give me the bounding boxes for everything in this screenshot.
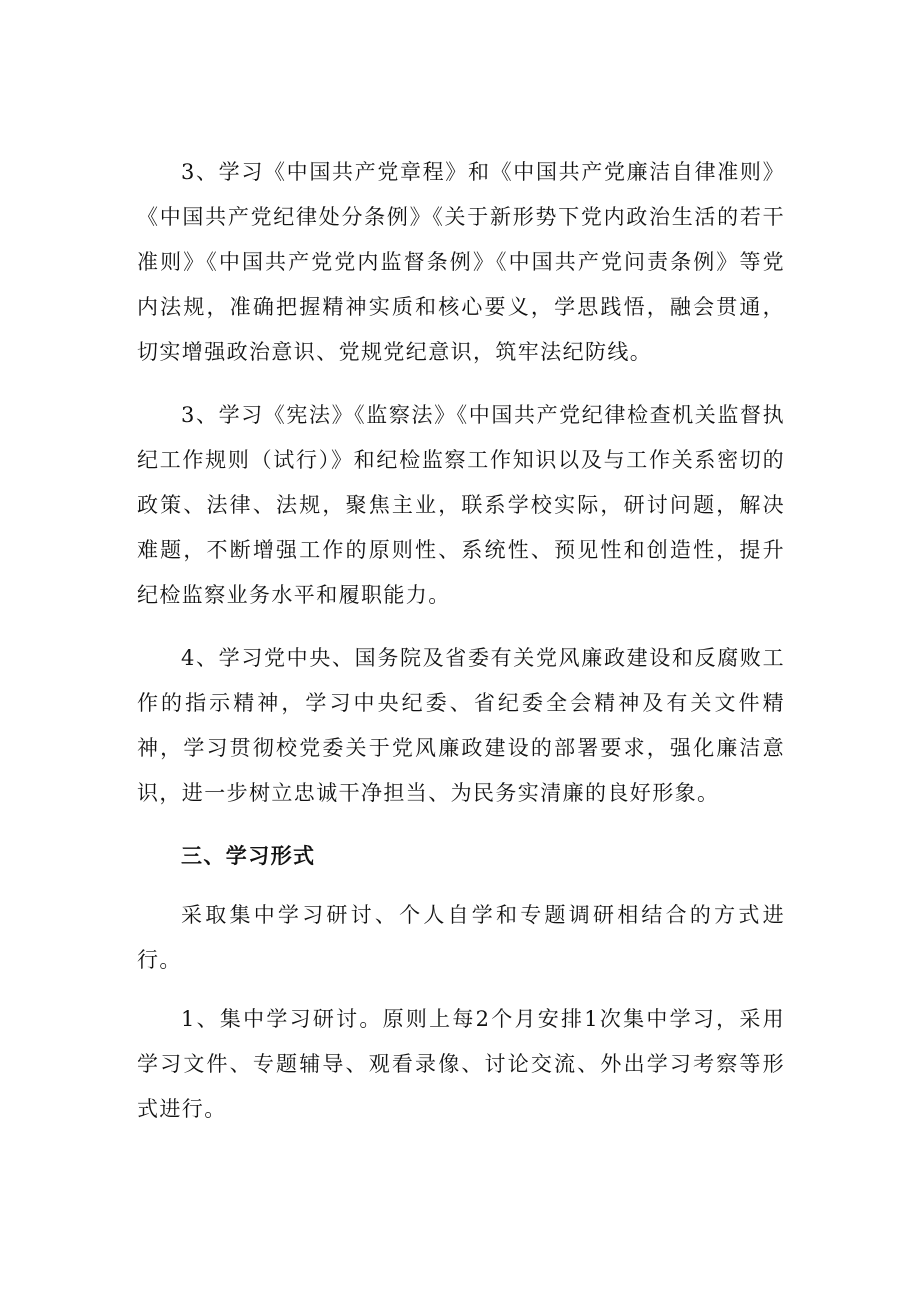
- paragraph-centralized-study: 1、集中学习研讨。原则上每2个月安排1次集中学习，采用学习文件、专题辅导、观看录像、讨论交流、外出学习考察等形式进行。: [137, 1007, 785, 1121]
- paragraph-study-constitution-supervision: 3、学习《宪法》《监察法》《中国共产党纪律检查机关监督执纪工作规则（试行）》和纪检监察工作知识以及与工作关系密切的政策、法律、法规，聚焦主业，联系学校实际，研讨问题，解决难题，不断增强工作的原则性、系统性、预见性和创造性，提升纪检监察业务水平和履职能力。: [137, 403, 785, 607]
- paragraph-study-central-instructions: 4、学习党中央、国务院及省委有关党风廉政建设和反腐败工作的指示精神，学习中央纪委、省纪委全会精神及有关文件精神，学习贯彻校党委关于党风廉政建设的部署要求，强化廉洁意识，进一步树立忠诚干净担当、为民务实清廉的良好形象。: [137, 646, 785, 805]
- paragraph-study-party-regulations: 3、学习《中国共产党章程》和《中国共产党廉洁自律准则》《中国共产党纪律处分条例》《关于新形势下党内政治生活的若干准则》《中国共产党党内监督条例》《中国共产党问责条例》等党内法规，准确把握精神实质和核心要义，学思践悟，融会贯通，切实增强政治意识、党规党纪意识，筑牢法纪防线。: [137, 160, 785, 364]
- section-heading-study-format: 三、学习形式: [181, 844, 316, 868]
- document-body: [137, 150, 785, 1150]
- paragraph-study-methods: 采取集中学习研讨、个人自学和专题调研相结合的方式进行。: [137, 903, 785, 972]
